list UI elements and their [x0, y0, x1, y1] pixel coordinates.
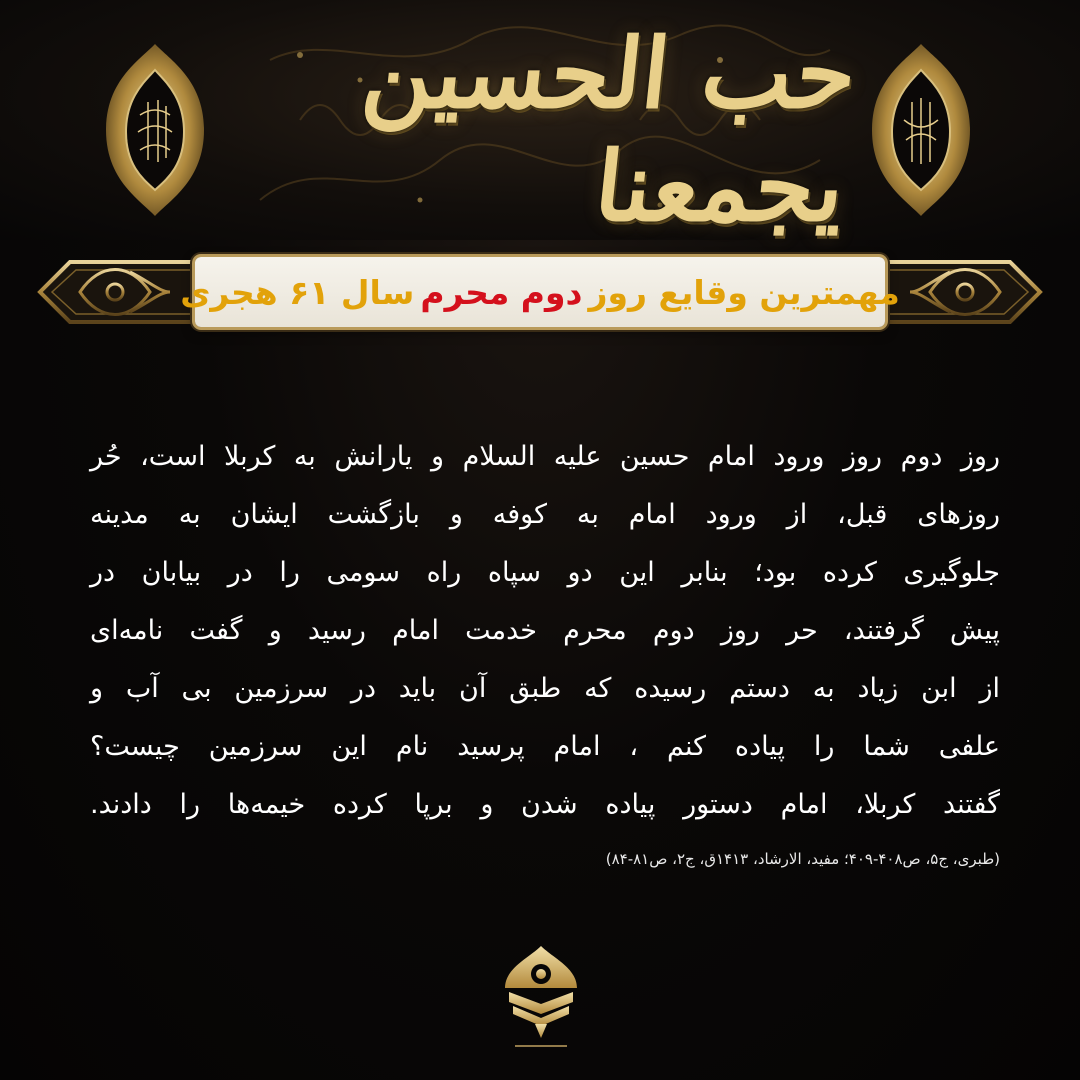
body-line: علفی شما را پیاده کنم ، امام پرسید نام این سرزمین چیست؟	[90, 731, 1000, 762]
body-line: جلوگیری کرده بود؛ بنابر این دو سپاه راه سومی را در بیابان در	[90, 557, 1000, 588]
title-part-1: مهمترین وقایع روز	[588, 272, 900, 312]
title-part-3: سال ۶۱ هجری	[180, 272, 415, 312]
title-part-2: دوم محرم	[420, 272, 583, 312]
body-line: گفتند کربلا، امام دستور پیاده شدن و برپا کرده خیمه‌ها را دادند.	[90, 789, 1000, 820]
reference-citation: (طبری، ج۵، ص۴۰۸-۴۰۹؛ مفید، الارشاد، ۱۴۱۳ق، ج۲، ص۸۱-۸۴)	[605, 850, 1000, 868]
header-band	[0, 0, 1080, 243]
body-paragraph	[90, 428, 1000, 834]
page-title	[180, 257, 900, 327]
body-line: از ابن زیاد به دستم رسیده که طبق آن باید در سرزمین بی آب و	[90, 673, 1000, 704]
body-line: روزهای قبل، از ورود امام به کوفه و بازگشت ایشان به مدینه	[90, 499, 1000, 530]
emblem-icon	[495, 942, 587, 1054]
body-line: پیش گرفتند، حر روز دوم محرم خدمت امام رسید و گفت نامه‌ای	[90, 615, 1000, 646]
body-line: روز دوم روز ورود امام حسین علیه السلام و یارانش به کربلا است، حُر	[90, 441, 1000, 472]
header-calligraphy: حب الحسين يجمعنا	[357, 17, 862, 243]
right-medallion-icon	[866, 40, 976, 220]
left-medallion-icon	[100, 40, 210, 220]
title-banner	[30, 232, 1050, 352]
